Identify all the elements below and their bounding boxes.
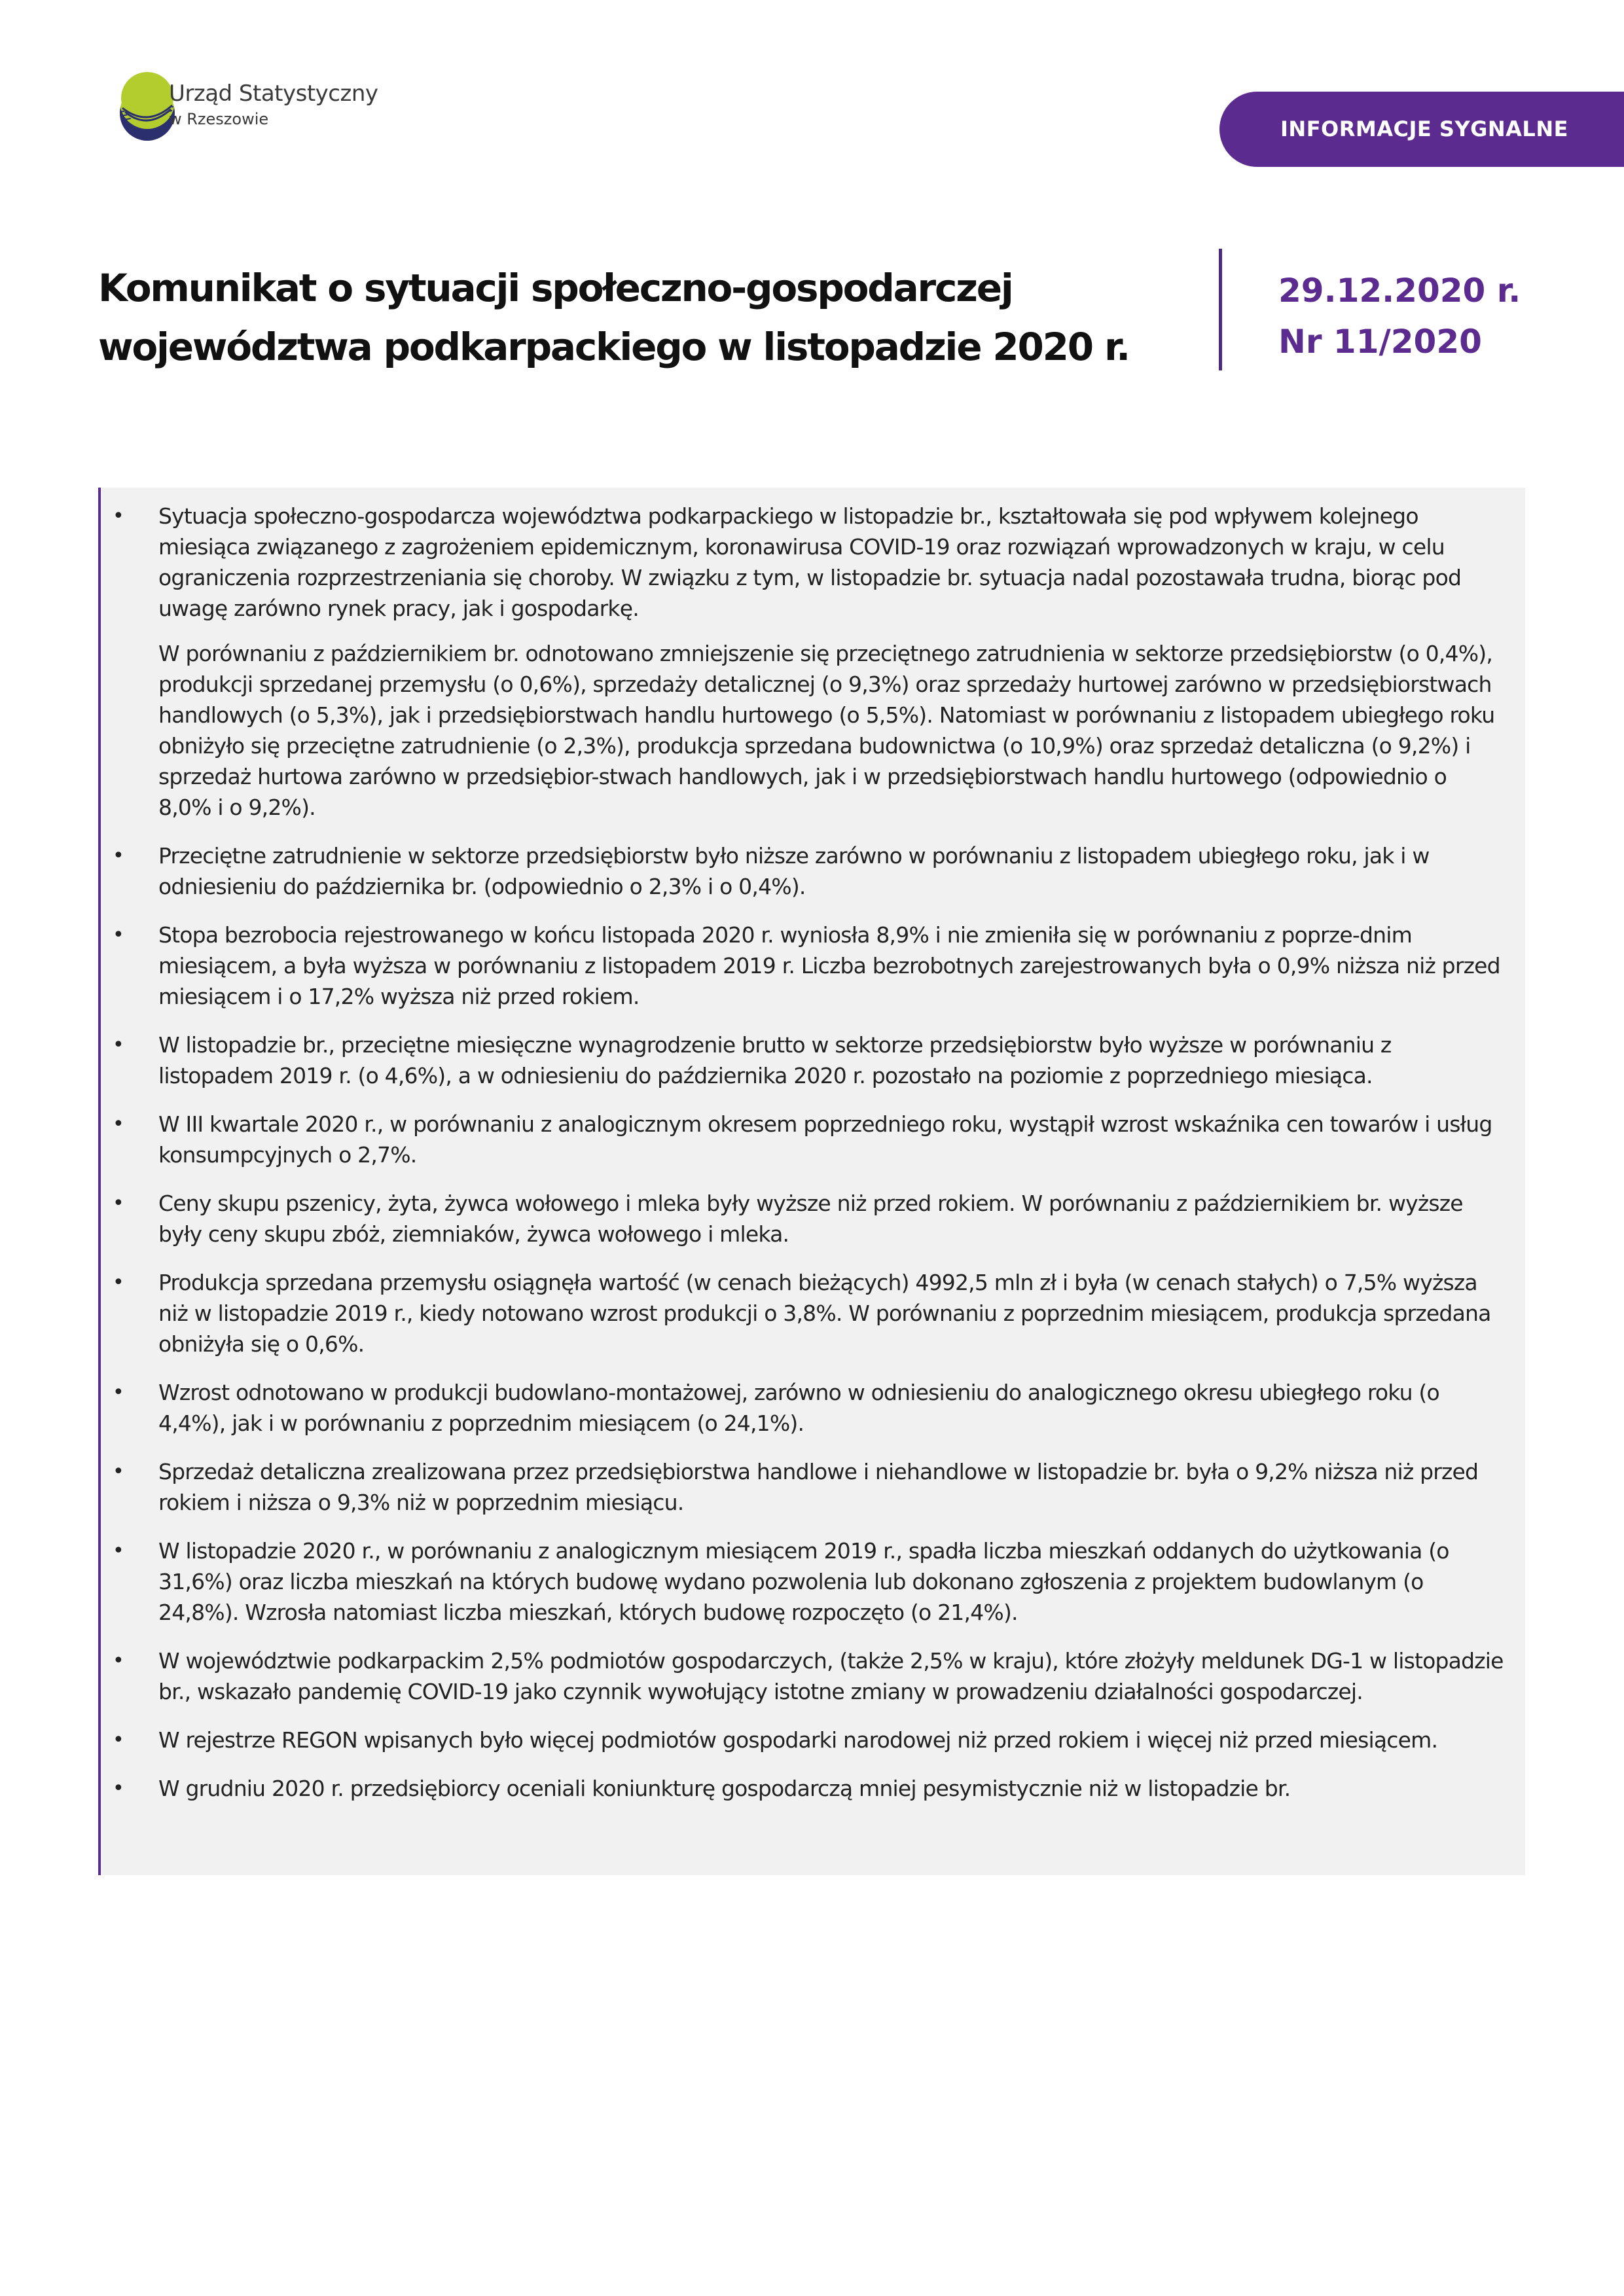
bullet-icon: • bbox=[113, 1192, 124, 1215]
bullet-icon: • bbox=[113, 1460, 124, 1483]
summary-paragraph: Produkcja sprzedana przemysłu osiągnęła wartość (w cenach bieżących) 4992,5 mln zł i była (w cenach stałych) o 7,5% wyższa niż w listopadzie 2019 r., kiedy notowano wzrost produkcji o 3,8%. W porównaniu z poprzednim miesiącem, produkcja sprzedana obniżyła się o 0,6%. bbox=[158, 1270, 1491, 1357]
summary-item bbox=[101, 1377, 1506, 1439]
issue-date: 29.12.2020 r. bbox=[1278, 272, 1521, 310]
bullet-icon: • bbox=[113, 1539, 124, 1562]
summary-item bbox=[101, 501, 1506, 823]
summary-paragraph: W województwie podkarpackim 2,5% podmiotów gospodarczych, (także 2,5% w kraju), które złożyły meldunek DG-1 w listopadzie br., wskazało pandemię COVID-19 jako czynnik wywołujący istotne zmiany w prowadzeniu działalności gospodarczej. bbox=[158, 1648, 1504, 1704]
logo-name: Urząd Statystyczny bbox=[169, 81, 378, 107]
logo bbox=[108, 69, 383, 154]
page-title bbox=[98, 259, 1211, 376]
summary-paragraph: Przeciętne zatrudnienie w sektorze przedsiębiorstw było niższe zarówno w porównaniu z listopadem ubiegłego roku, jak i w odniesieniu do października br. (odpowiednio o 2,3% i o 0,4%). bbox=[158, 843, 1430, 899]
summary-item bbox=[101, 1645, 1506, 1707]
summary-paragraph: W porównaniu z październikiem br. odnotowano zmniejszenie się przeciętnego zatrudnienia w sektorze przedsiębiorstw (o 0,4%), produkcji sprzedanej przemysłu (o 0,6%), sprzedaży detalicznej (o 9,3%) oraz sprzedaży hurtowej zarówno w przedsiębiorstwach handlowych (o 5,3%), jak i przedsiębiorstwach handlu hurtowego (o 5,5%). Natomiast w porównaniu z listopadem ubiegłego roku obniżyło się przeciętne zatrudnienie (o 2,3%), produkcja sprzedana budownictwa (o 10,9%) oraz sprzedaż detaliczna (o 9,2%) i sprzedaż hurtowa zarówno w przedsiębior-stwach handlowych, jak i w przedsiębiorstwach handlu hurtowego (odpowiednio o 8,0% i o 9,2%). bbox=[158, 641, 1495, 820]
bullet-icon: • bbox=[113, 1271, 124, 1294]
summary-item bbox=[101, 1456, 1506, 1518]
bullet-icon: • bbox=[113, 1649, 124, 1672]
issue-info bbox=[1278, 265, 1521, 367]
page-title-line-2: województwa podkarpackiego w listopadzie 2020 r. bbox=[98, 325, 1129, 369]
summary-item bbox=[101, 1030, 1506, 1091]
bullet-icon: • bbox=[113, 1777, 124, 1800]
summary-paragraph: W III kwartale 2020 r., w porównaniu z analogicznym okresem poprzedniego roku, wystąpił wzrost wskaźnika cen towarów i usług konsumpcyjnych o 2,7%. bbox=[158, 1111, 1492, 1168]
bullet-icon: • bbox=[113, 924, 124, 946]
summary-paragraph: W listopadzie br., przeciętne miesięczne wynagrodzenie brutto w sektorze przedsiębiorstw było wyższe w porównaniu z listopadem 2019 r. (o 4,6%), a w odniesieniu do października 2020 r. pozostało na poziomie z poprzedniego miesiąca. bbox=[158, 1032, 1392, 1088]
bullet-icon: • bbox=[113, 844, 124, 867]
summary-item bbox=[101, 840, 1506, 902]
summary-item bbox=[101, 1725, 1506, 1755]
title-divider bbox=[1219, 249, 1222, 370]
page-title-line-1: Komunikat o sytuacji społeczno-gospodarczej bbox=[98, 266, 1013, 310]
summary-item bbox=[101, 1188, 1506, 1249]
summary-paragraph: W rejestrze REGON wpisanych było więcej podmiotów gospodarki narodowej niż przed rokiem i więcej niż przed miesiącem. bbox=[158, 1727, 1438, 1753]
summary-item bbox=[101, 1773, 1506, 1804]
summary-paragraph: W grudniu 2020 r. przedsiębiorcy oceniali koniunkturę gospodarczą mniej pesymistycznie niż w listopadzie br. bbox=[158, 1776, 1291, 1801]
bullet-icon: • bbox=[113, 505, 124, 528]
bullet-icon: • bbox=[113, 1113, 124, 1136]
bullet-icon: • bbox=[113, 1381, 124, 1404]
summary-item bbox=[101, 920, 1506, 1012]
summary-list bbox=[101, 501, 1506, 1804]
summary-paragraph: Sytuacja społeczno-gospodarcza województwa podkarpackiego w listopadzie br., kształtowała się pod wpływem kolejnego miesiąca związanego z zagrożeniem epidemicznym, koronawirusa COVID-19 oraz rozwiązań wprowadzonych w kraju, w celu ograniczenia rozprzestrzeniania się choroby. W związku z tym, w listopadzie br. sytuacja nadal pozostawała trudna, biorąc pod uwagę zarówno rynek pracy, jak i gospodarkę. bbox=[158, 503, 1462, 621]
summary-paragraph: Ceny skupu pszenicy, żyta, żywca wołowego i mleka były wyższe niż przed rokiem. W porównaniu z październikiem br. wyższe były ceny skupu zbóż, ziemniaków, żywca wołowego i mleka. bbox=[158, 1191, 1463, 1247]
logo-text bbox=[169, 81, 378, 129]
bullet-icon: • bbox=[113, 1033, 124, 1056]
summary-paragraph: Stopa bezrobocia rejestrowanego w końcu listopada 2020 r. wyniosła 8,9% i nie zmieniła się w porównaniu z poprze-dnim miesiącem, a była wyższa w porównaniu z listopadem 2019 r. Liczba bezrobotnych zarejestrowanych była o 0,9% niższa niż przed miesiącem i o 17,2% wyższa niż przed rokiem. bbox=[158, 922, 1500, 1009]
logo-city: w Rzeszowie bbox=[169, 110, 269, 128]
issue-number: Nr 11/2020 bbox=[1278, 323, 1482, 361]
summary-paragraph: W listopadzie 2020 r., w porównaniu z analogicznym miesiącem 2019 r., spadła liczba mieszkań oddanych do użytkowania (o 31,6%) oraz liczba mieszkań na których budowę wydano pozwolenia lub dokonano zgłoszenia z projektem budowlanym (o 24,8%). Wzrosła natomiast liczba mieszkań, których budowę rozpoczęto (o 21,4%). bbox=[158, 1538, 1449, 1625]
bullet-icon: • bbox=[113, 1729, 124, 1751]
summary-item bbox=[101, 1267, 1506, 1359]
summary-paragraph: Sprzedaż detaliczna zrealizowana przez przedsiębiorstwa handlowe i niehandlowe w listopadzie br. była o 9,2% niższa niż przed rokiem i niższa o 9,3% niż w poprzednim miesiącu. bbox=[158, 1459, 1479, 1515]
summary-item bbox=[101, 1109, 1506, 1170]
summary-box bbox=[98, 488, 1525, 1875]
summary-paragraph: Wzrost odnotowano w produkcji budowlano-montażowej, zarówno w odniesieniu do analogicznego okresu ubiegłego roku (o 4,4%), jak i w porównaniu z poprzednim miesiącem (o 24,1%). bbox=[158, 1380, 1439, 1436]
category-badge: INFORMACJE SYGNALNE bbox=[1219, 92, 1624, 167]
summary-item bbox=[101, 1535, 1506, 1628]
